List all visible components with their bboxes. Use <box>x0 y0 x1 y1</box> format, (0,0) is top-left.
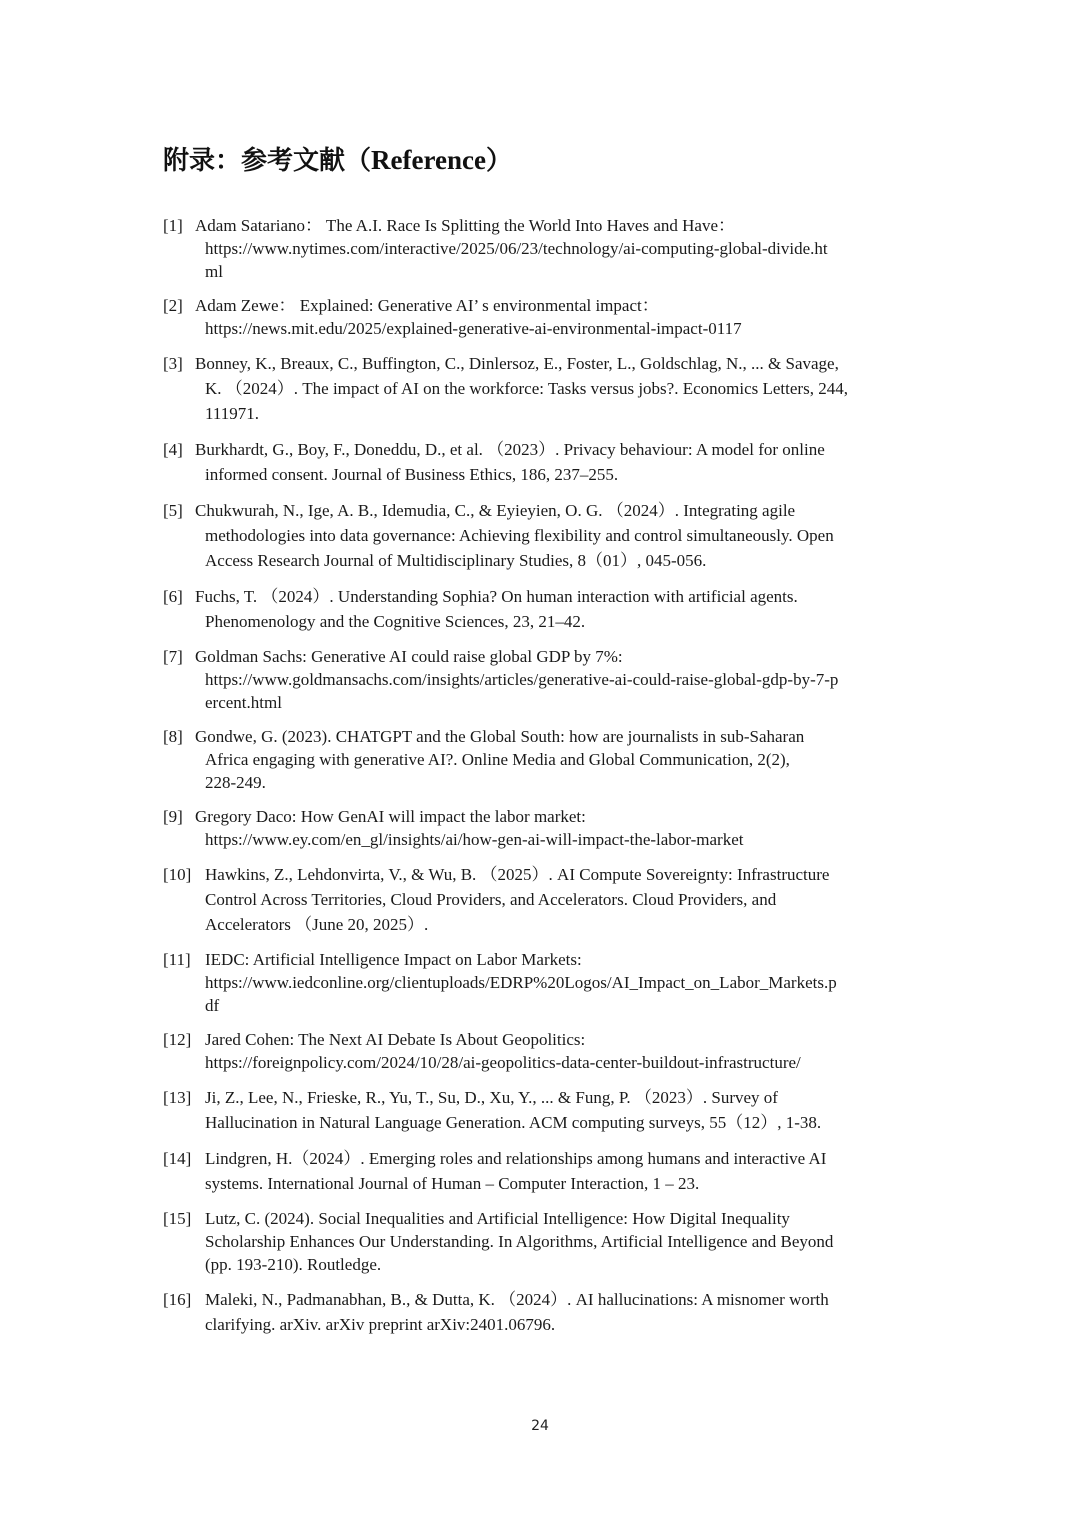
title-zh: 附录：参考文献（ <box>163 146 372 176</box>
reference-number: [4] <box>163 440 183 459</box>
reference-line: informed consent. Journal of Business Ethics, 186, 237–255. <box>205 465 619 484</box>
reference-item <box>163 948 923 1017</box>
reference-line: Fuchs, T. （2024）. Understanding Sophia? On human interaction with artificial agents. <box>195 587 798 606</box>
reference-number: [14] <box>163 1149 192 1168</box>
reference-line: https://www.iedconline.org/clientuploads/EDRP%20Logos/AI_Impact_on_Labor_Markets.p <box>205 973 837 992</box>
reference-item <box>163 1028 923 1074</box>
reference-number: [2] <box>163 296 183 315</box>
reference-item <box>163 294 923 340</box>
reference-line: Lindgren, H.（2024）. Emerging roles and relationships among humans and interactive AI <box>205 1149 827 1168</box>
title-close: ） <box>485 146 512 176</box>
reference-line: K. （2024）. The impact of AI on the workforce: Tasks versus jobs?. Economics Letters, 244, <box>205 379 848 398</box>
reference-line: df <box>205 996 220 1015</box>
reference-item <box>163 645 923 714</box>
reference-line: clarifying. arXiv. arXiv preprint arXiv:2401.06796. <box>205 1315 556 1334</box>
reference-line: https://foreignpolicy.com/2024/10/28/ai-geopolitics-data-center-buildout-infrastructure/ <box>205 1053 801 1072</box>
reference-line: Chukwurah, N., Ige, A. B., Idemudia, C., & Eyieyien, O. G. （2024）. Integrating agile <box>195 501 796 520</box>
reference-item <box>163 1287 923 1337</box>
reference-line: https://www.nytimes.com/interactive/2025/06/23/technology/ai-computing-global-divide.ht <box>205 239 828 258</box>
reference-line: Access Research Journal of Multidisciplinary Studies, 8（01）, 045-056. <box>205 551 707 570</box>
reference-number: [5] <box>163 501 183 520</box>
reference-item <box>163 862 923 937</box>
reference-line: Africa engaging with generative AI?. Online Media and Global Communication, 2(2), <box>205 750 790 769</box>
reference-number: [8] <box>163 727 183 746</box>
reference-line: methodologies into data governance: Achieving flexibility and control simultaneously. Open <box>205 526 834 545</box>
reference-number: [9] <box>163 807 183 826</box>
reference-line: https://www.ey.com/en_gl/insights/ai/how-gen-ai-will-impact-the-labor-market <box>205 830 744 849</box>
reference-line: Hawkins, Z., Lehdonvirta, V., & Wu, B. （2025）. AI Compute Sovereignty: Infrastructure <box>205 865 830 884</box>
title-en: Reference <box>371 145 486 175</box>
reference-item <box>163 214 923 283</box>
reference-line: Scholarship Enhances Our Understanding. In Algorithms, Artificial Intelligence and Beyond <box>205 1232 834 1251</box>
reference-number: [11] <box>163 950 191 969</box>
reference-line: https://www.goldmansachs.com/insights/articles/generative-ai-could-raise-global-gdp-by-7-p <box>205 670 839 689</box>
reference-item <box>163 584 923 634</box>
reference-item <box>163 1146 923 1196</box>
reference-line: Gregory Daco: How GenAI will impact the labor market: <box>195 807 586 826</box>
reference-item <box>163 437 923 487</box>
reference-number: [3] <box>163 354 183 373</box>
reference-line: Burkhardt, G., Boy, F., Doneddu, D., et al. （2023）. Privacy behaviour: A model for online <box>195 440 825 459</box>
reference-number: [6] <box>163 587 183 606</box>
reference-list <box>163 214 923 1348</box>
reference-line: Accelerators （June 20, 2025）. <box>205 915 429 934</box>
reference-item <box>163 1207 923 1276</box>
reference-line: Ji, Z., Lee, N., Frieske, R., Yu, T., Su, D., Xu, Y., ... & Fung, P. （2023）. Survey of <box>205 1088 778 1107</box>
reference-line: Bonney, K., Breaux, C., Buffington, C., Dinlersoz, E., Foster, L., Goldschlag, N., ... & Savage, <box>195 354 839 373</box>
reference-item <box>163 1085 923 1135</box>
reference-line: Adam Zewe： Explained: Generative AI’ s environmental impact： <box>195 296 659 315</box>
reference-number: [7] <box>163 647 183 666</box>
reference-item <box>163 725 923 794</box>
page-number: 24 <box>531 1418 549 1434</box>
reference-number: [13] <box>163 1088 192 1107</box>
reference-line: 228-249. <box>205 773 266 792</box>
reference-item <box>163 498 923 573</box>
reference-number: [16] <box>163 1290 192 1309</box>
reference-line: Maleki, N., Padmanabhan, B., & Dutta, K. （2024）. AI hallucinations: A misnomer worth <box>205 1290 829 1309</box>
reference-item <box>163 805 923 851</box>
reference-line: Goldman Sachs: Generative AI could raise global GDP by 7%: <box>195 647 623 666</box>
reference-number: [1] <box>163 216 183 235</box>
reference-line: IEDC: Artificial Intelligence Impact on Labor Markets: <box>205 950 582 969</box>
reference-item <box>163 351 923 426</box>
reference-line: systems. International Journal of Human – Computer Interaction, 1 – 23. <box>205 1174 700 1193</box>
reference-line: Phenomenology and the Cognitive Sciences, 23, 21–42. <box>205 612 586 631</box>
reference-number: [10] <box>163 865 192 884</box>
reference-line: (pp. 193-210). Routledge. <box>205 1255 382 1274</box>
reference-line: Adam Satariano： The A.I. Race Is Splitting the World Into Haves and Have： <box>195 216 735 235</box>
reference-number: [12] <box>163 1030 192 1049</box>
reference-number: [15] <box>163 1209 192 1228</box>
reference-line: Lutz, C. (2024). Social Inequalities and Artificial Intelligence: How Digital Inequality <box>205 1209 790 1228</box>
reference-line: Jared Cohen: The Next AI Debate Is About Geopolitics: <box>205 1030 586 1049</box>
reference-line: ercent.html <box>205 693 282 712</box>
reference-line: Gondwe, G. (2023). CHATGPT and the Global South: how are journalists in sub-Saharan <box>195 727 805 746</box>
reference-line: 111971. <box>205 404 259 423</box>
reference-line: https://news.mit.edu/2025/explained-generative-ai-environmental-impact-0117 <box>205 319 742 338</box>
reference-line: Hallucination in Natural Language Generation. ACM computing surveys, 55（12）, 1-38. <box>205 1113 822 1132</box>
reference-line: Control Across Territories, Cloud Providers, and Accelerators. Cloud Providers, and <box>205 890 777 909</box>
reference-line: ml <box>205 262 223 281</box>
page-title <box>163 140 512 181</box>
